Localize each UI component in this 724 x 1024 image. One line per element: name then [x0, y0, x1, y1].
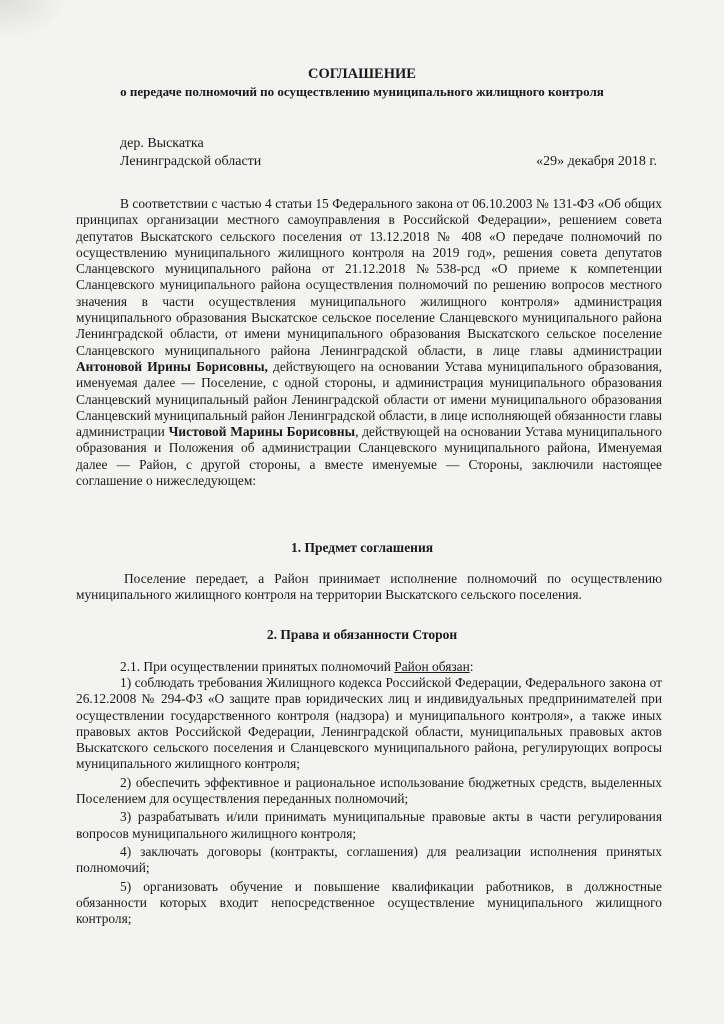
- section-1-heading: 1. Предмет соглашения: [290, 540, 434, 555]
- scan-artifact: [0, 0, 70, 40]
- list-item: 3) разрабатывать и/или принимать муниципальные правовые акты в части регулирования вопросов муниципального жилищного контроля;: [76, 809, 662, 841]
- list-item: 4) заключать договоры (контракты, соглашения) для реализации исполнения принятых полномочий;: [76, 843, 662, 876]
- list-item: 2) обеспечить эффективное и рациональное использование бюджетных средств, выделенных Поселением для осуществления переданных полномочий;: [76, 774, 662, 807]
- preamble-part-3: , действующей на основании Устава муниципального образования и Положения об администрации Сланцевского муниципального района, Именуемая далее — Район, с другой стороны, а вместе именуемые — Стороны, заключили настоящее соглашение о нижеследующем:: [76, 424, 662, 489]
- intro-suffix: :: [469, 659, 474, 674]
- document-subtitle: о передаче полномочий по осуществлению муниципального жилищного контроля: [120, 84, 604, 99]
- intro-underlined: Район обязан: [394, 659, 470, 674]
- list-item: 1) соблюдать требования Жилищного кодекса Российской Федерации, Федерального закона от 26.12.2008 № 294-ФЗ «О защите прав юридических лиц и индивидуальных предпринимателей при осуществлении государственного контроля (надзора) и муниципального контроля», а также иных правовых актов Российской Федерации, Ленинградской области, муниципальных правовых актов Выскатского сельского поселения и Сланцевского муниципального района, регулирующих вопросы муниципального жилищного контроля;: [76, 675, 662, 772]
- section-2-1-intro: [76, 659, 662, 675]
- preamble-paragraph: [76, 196, 662, 489]
- place-line-1: дер. Выскатка: [120, 136, 204, 151]
- preamble-part-2: действующего на основании Устава муниципального образования, именуемая далее — Поселение, с одной стороны, и администрация муниципального образования Сланцевский муниципальный район Ленинградской области от имени муниципального образования Сланцевский муниципальный район Ленинградской области, в лице исполняющей обязанности главы администрации: [76, 358, 662, 440]
- document-date: «29» декабря 2018 г.: [536, 154, 657, 169]
- preamble-part-1: В соответствии с частью 4 статьи 15 Федерального закона от 06.10.2003 № 131-ФЗ «Об общих принципах организации местного самоуправления в Российской Федерации», решением совета депутатов Выскатского сельского поселения от 13.12.2018 № 408 «О передаче полномочий по осуществлению муниципального жилищного контроля на 2019 год», решения совета депутатов Сланцевского муниципального района от 21.12.2018 №538-рсд «О приеме к компетенции Сланцевского муниципального района осуществления полномочий по решению вопросов местного значения в части осуществления муниципального жилищного контроля» администрация муниципального образования Выскатское сельское поселение Сланцевского муниципального района Ленинградской области, от имени муниципального образования Выскатского сельское поселение Сланцевского муниципального района Ленинградской области, в лице главы администрации: [76, 196, 662, 358]
- obligations-list: [76, 675, 662, 929]
- intro-prefix: 2.1. При осуществлении принятых полномочий: [120, 659, 395, 674]
- list-item: 5) организовать обучение и повышение квалификации работников, в должностные обязанности которых входит непосредственное осуществление муниципального жилищного контроля;: [76, 878, 662, 927]
- section-2-heading: 2. Права и обязанности Сторон: [266, 627, 458, 642]
- section-1-text: Поселение передает, а Район принимает исполнение полномочий по осуществлению муниципального жилищного контроля на территории Выскатского сельского поселения.: [76, 571, 662, 603]
- party1-head-name: Антоновой Ирины Борисовны,: [76, 358, 268, 374]
- place-line-2: Ленинградской области: [120, 154, 262, 169]
- party2-head-name: Чистовой Марины Борисовны: [168, 424, 356, 440]
- document-title: СОГЛАШЕНИЕ: [308, 66, 416, 82]
